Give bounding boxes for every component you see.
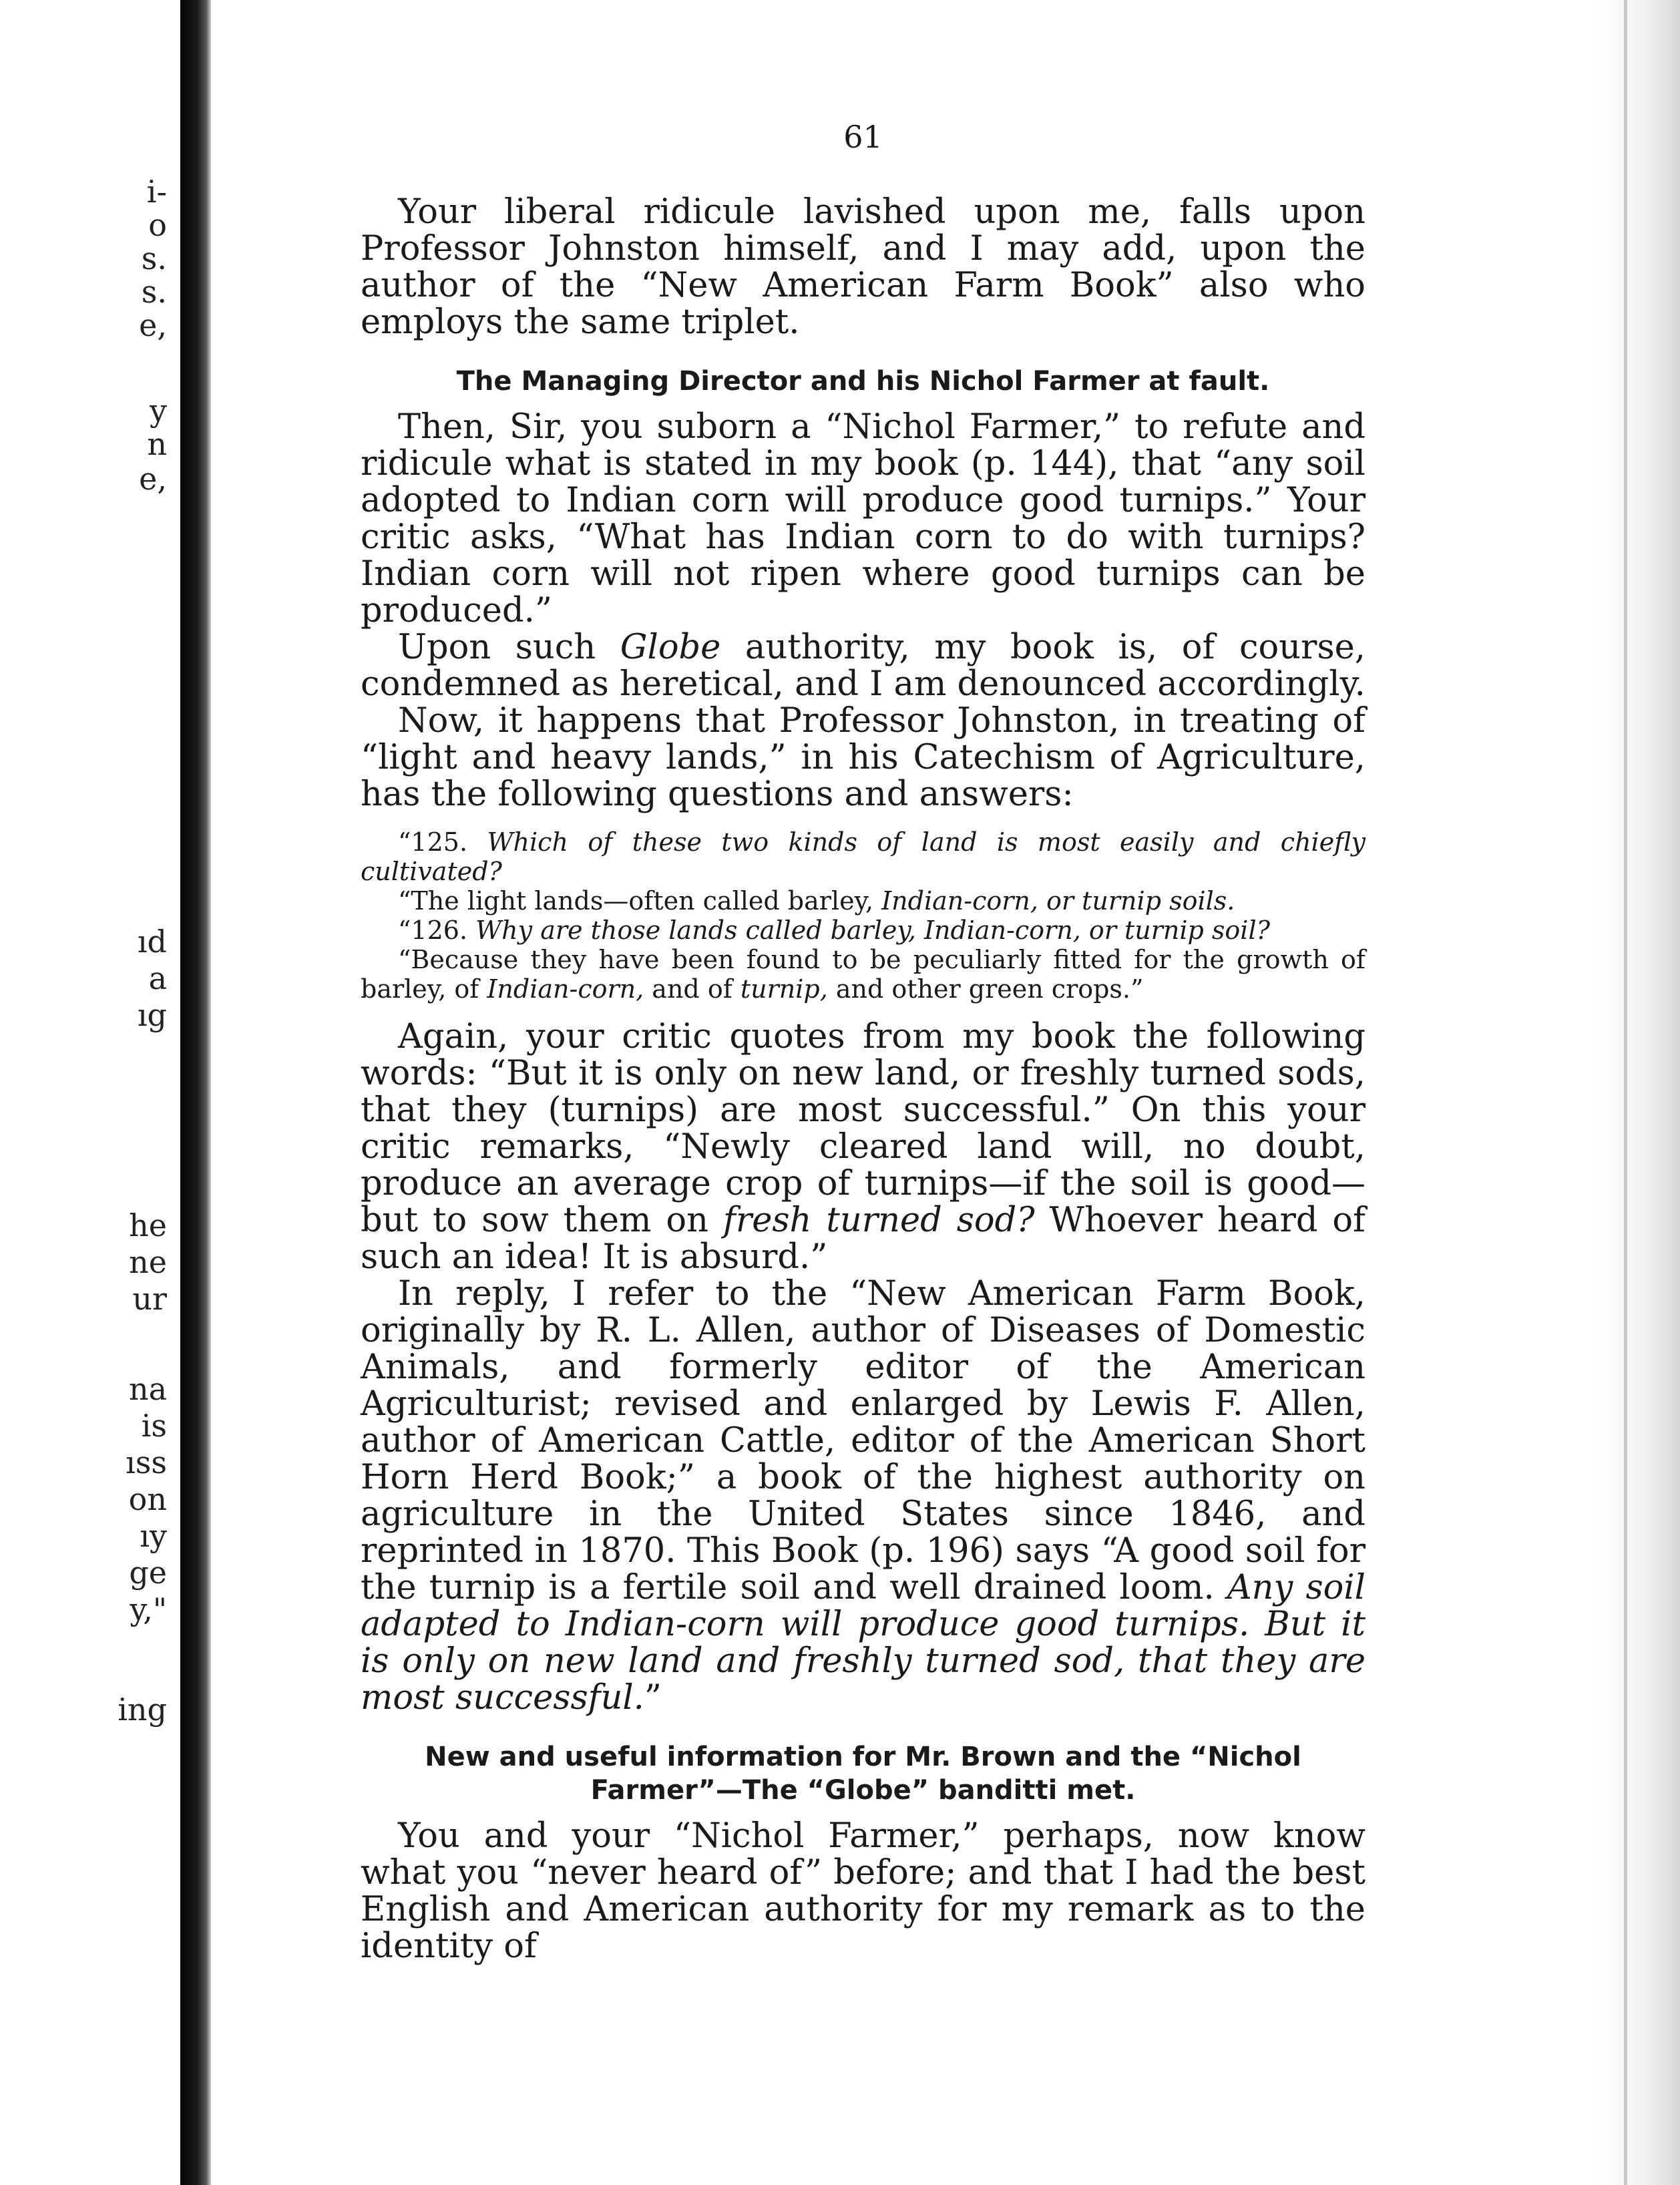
margin-fragment: on (128, 1481, 167, 1517)
margin-fragment: na (128, 1371, 167, 1407)
text-run: “125. (398, 827, 487, 857)
margin-fragment: ıy (140, 1518, 167, 1554)
heading-line: New and useful information for Mr. Brown and the “Nichol (425, 1742, 1301, 1772)
section-heading: The Managing Director and his Nichol Farmer at fault. (456, 366, 1270, 397)
section-heading (361, 1740, 1366, 1807)
margin-fragment: is (141, 1408, 167, 1444)
paragraph (361, 629, 1366, 703)
margin-fragment: ing (118, 1692, 167, 1728)
text-run: Whoever heard of such an idea! It is absurd.” (361, 1201, 1366, 1277)
margin-fragment: y," (130, 1591, 167, 1627)
text-run: Again, your critic quotes from my book the following words: “But it is only on new land, or freshly turned sods, that they (turnips) are most successful.” On this your critic remarks, “Newly cleared land will, no doubt, produce an average crop of turnips—if the soil is good—but to sow them on (361, 1017, 1366, 1240)
left-page-edge (0, 0, 180, 2185)
page-edge-shadow (1600, 0, 1680, 2185)
italic-run: Indian-corn, or turnip soils. (881, 886, 1235, 916)
quote-line (361, 886, 1366, 916)
italic-run: Globe (620, 628, 721, 667)
text-run: ” (644, 1678, 662, 1718)
italic-run: fresh turned sod? (722, 1201, 1035, 1240)
margin-fragment: ne (129, 1244, 167, 1280)
text-run: “126. (398, 916, 476, 945)
heading-line: Farmer”—The “Globe” banditti met. (590, 1775, 1136, 1806)
page-text (361, 114, 1366, 1965)
italic-run: Which of these two kinds of land is most easily and chiefly cultivated? (361, 827, 1366, 886)
margin-fragment: o (148, 207, 167, 243)
text-run: and of (644, 974, 741, 1004)
text-run: and other green crops.” (827, 974, 1144, 1004)
paragraph (361, 1018, 1366, 1275)
italic-run: Why are those lands called barley, Indian-corn, or turnip soil? (475, 916, 1270, 945)
margin-fragment: ıd (137, 924, 167, 960)
margin-fragment: ur (132, 1281, 167, 1317)
text-run: In reply, I refer to the “New American Farm Book, originally by R. L. Allen, author of Diseases of Domestic Animals, and formerly editor of the American Agriculturist; revised and enlarged by Lewis F. Allen, author of American Cattle, editor of the American Short Horn Herd Book;” a book of the highest authority on agriculture in the United States since 1846, and reprinted in 1870. This Book (p. 196) says “A good soil for the turnip is a fertile soil and well drained loom. (361, 1274, 1366, 1607)
margin-fragment: a (148, 960, 167, 996)
margin-fragment: ge (129, 1555, 167, 1591)
page-number: 61 (843, 119, 883, 155)
paragraph: Your liberal ridicule lavished upon me, falls upon Professor Johnston himself, and I may add, upon the author of the “New American Farm Book” also who employs the same triplet. (361, 192, 1366, 342)
book-gutter (180, 0, 211, 2185)
margin-fragment: i- (146, 174, 167, 210)
italic-run: Indian-corn, (487, 974, 644, 1004)
italic-run: Any soil adapted to Indian-corn will produce good turnips. But it is only on new land and freshly turned sod, that they are most successful. (361, 1568, 1366, 1718)
text-run: “Because they have been found to be peculiarly fitted for the growth of barley, of (361, 945, 1366, 1004)
margin-fragment: ıss (126, 1444, 167, 1480)
paragraph: Then, Sir, you suborn a “Nichol Farmer,” to refute and ridicule what is stated in my book (p. 144), that “any soil adopted to Indian corn will produce good turnips.” Your critic asks, “What has Indian corn to do with turnips? Indian corn will not ripen where good turnips can be produced.” (361, 407, 1366, 630)
paragraph: You and your “Nichol Farmer,” perhaps, now know what you “never heard of” before; and that I had the best English and American authority for my remark as to the identity of (361, 1816, 1366, 1966)
text-run: Upon such (398, 628, 620, 667)
margin-fragment: e, (139, 307, 167, 343)
margin-fragment: e, (139, 461, 167, 497)
margin-fragment: he (129, 1207, 167, 1243)
paragraph: Now, it happens that Professor Johnston, in treating of “light and heavy lands,” in his Catechism of Agriculture, has the following questions and answers: (361, 701, 1366, 814)
page-edge-line (1624, 0, 1627, 2185)
margin-fragment: s. (141, 274, 167, 310)
italic-run: turnip, (740, 974, 828, 1004)
quote-line (361, 916, 1366, 945)
margin-fragment: n (147, 426, 167, 462)
margin-fragment: s. (141, 240, 167, 276)
margin-fragment: ıg (137, 997, 167, 1033)
text-run: authority, my book is, of course, condemned as heretical, and I am denounced accordingly. (361, 628, 1366, 704)
quote-line (361, 945, 1366, 1004)
paragraph (361, 1275, 1366, 1716)
text-run: “The light lands—often called barley, (398, 886, 882, 916)
margin-fragment: y (150, 393, 167, 429)
catechism-quote (361, 827, 1366, 1004)
quote-line (361, 827, 1366, 886)
